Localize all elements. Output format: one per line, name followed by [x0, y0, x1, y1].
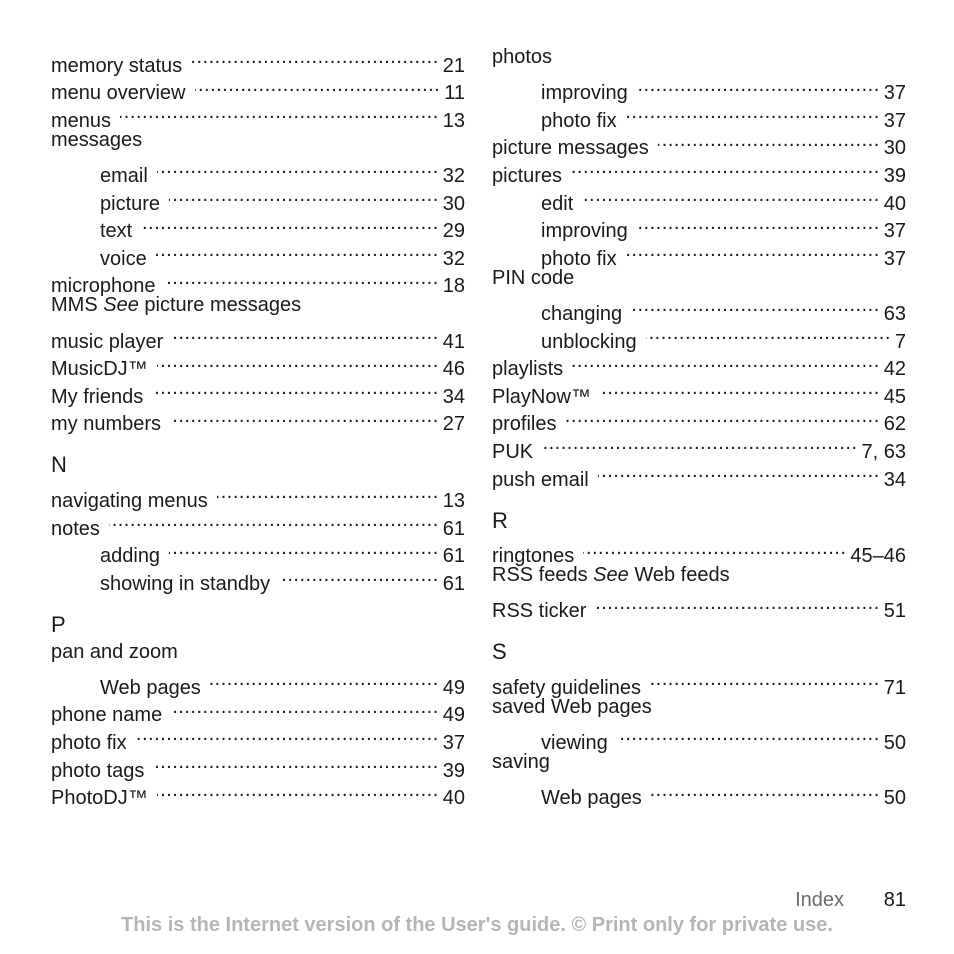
footer-page-number: 81: [883, 889, 906, 911]
index-entry: navigating menus ..... 13: [51, 479, 465, 507]
index-entry-see: MMS See picture messages: [51, 294, 302, 317]
index-entry: photo fix ..... 37: [51, 721, 465, 749]
index-subentry: Web pages ..... 50: [492, 777, 906, 805]
index-entry: music player ..... 41: [51, 320, 465, 348]
index-entry: push email ..... 34: [492, 458, 906, 486]
index-subentry: showing in standby ..... 61: [51, 562, 465, 590]
index-entry-heading: saved Web pages: [492, 695, 652, 718]
index-subentry: improving ..... 37: [492, 210, 906, 238]
index-entry-see: RSS feeds See Web feeds: [492, 564, 730, 587]
index-entry-heading: photos: [492, 46, 553, 68]
index-subentry: text ..... 29: [51, 210, 465, 238]
index-subentry: changing ..... 63: [492, 292, 906, 320]
index-subentry: photo fix ..... 37: [492, 99, 906, 127]
index-subentry: edit ..... 40: [492, 182, 906, 210]
index-entry: menu overview ..... 11: [51, 72, 465, 100]
index-entry: playlists ..... 42: [492, 348, 906, 376]
index-entry: menus ..... 13: [51, 99, 465, 127]
index-entry: profiles ..... 62: [492, 403, 906, 431]
index-entry-heading: messages: [51, 128, 143, 151]
index-subentry: adding ..... 61: [51, 535, 465, 563]
index-entry: pictures ..... 39: [492, 154, 906, 182]
index-entry: PhotoDJ™ ..... 40: [51, 777, 465, 805]
index-entry: RSS ticker ..... 51: [492, 590, 906, 618]
index-entry: My friends ..... 34: [51, 375, 465, 403]
index-entry: photo tags ..... 39: [51, 749, 465, 777]
index-column-left: [51, 44, 465, 810]
footer-notice: This is the Internet version of the User's guide. © Print only for private use.: [121, 914, 833, 936]
index-entry: microphone ..... 18: [51, 265, 465, 293]
index-entry: PlayNow™ ..... 45: [492, 375, 906, 403]
index-entry: phone name ..... 49: [51, 694, 465, 722]
index-entry: MusicDJ™ ..... 46: [51, 348, 465, 376]
index-letter-heading: R: [492, 507, 508, 533]
index-entry: picture messages ..... 30: [492, 127, 906, 155]
index-column-right: [492, 44, 906, 810]
index-subentry: viewing ..... 50: [492, 721, 906, 749]
index-subentry: email ..... 32: [51, 154, 465, 182]
index-entry: notes ..... 61: [51, 507, 465, 535]
index-letter-heading: P: [51, 611, 66, 637]
footer-section-label: Index: [795, 889, 844, 911]
index-subentry: voice ..... 32: [51, 237, 465, 265]
index-entry-heading: saving: [492, 751, 550, 774]
index-subentry: improving ..... 37: [492, 72, 906, 100]
index-subentry: picture ..... 30: [51, 182, 465, 210]
index-subentry: Web pages ..... 49: [51, 666, 465, 694]
index-entry-heading: pan and zoom: [51, 640, 178, 663]
index-subentry: unblocking ..... 7: [492, 320, 906, 348]
index-entry: safety guidelines ..... 71: [492, 666, 906, 694]
index-subentry: photo fix ..... 37: [492, 237, 906, 265]
index-letter-heading: S: [492, 639, 507, 665]
index-entry: memory status ..... 21: [51, 44, 465, 72]
index-entry: my numbers ..... 27: [51, 403, 465, 431]
index-entry: ringtones ..... 45–46: [492, 535, 906, 563]
index-entry-heading: PIN code: [492, 266, 575, 289]
index-entry: PUK ..... 7, 63: [492, 430, 906, 458]
index-letter-heading: N: [51, 452, 67, 478]
